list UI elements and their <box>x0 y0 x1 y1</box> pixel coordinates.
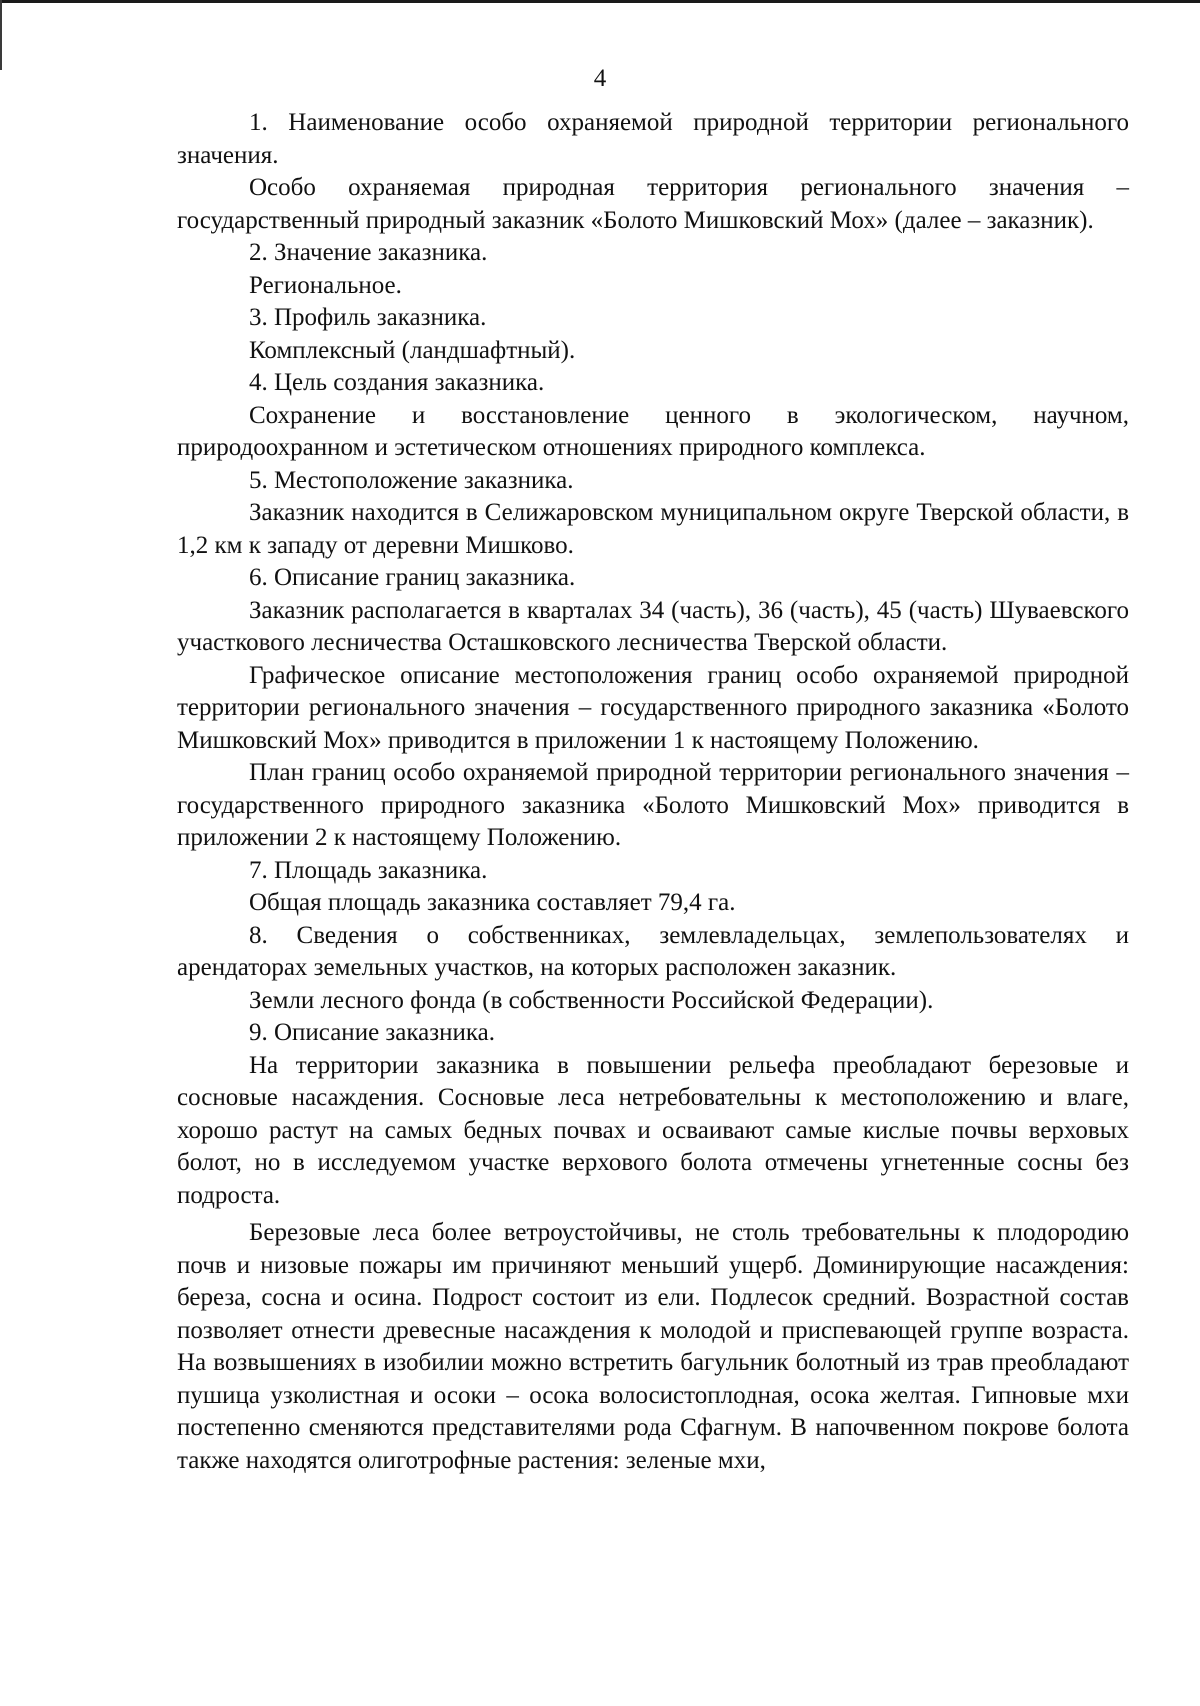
paragraph-section-9-text-2: Березовые леса более ветроустойчивы, не столь требовательны к плодородию почв и низовые пожары им причиняют меньший ущерб. Доминирующие насаждения: береза, сосна и осина. Подрост состоит из ели. Подлесок средний. Возрастной состав позволяет отнести древесные насаждения к молодой и приспевающей группе возраста. На возвышениях в изобилии можно встретить багульник болотный из трав преобладают пушица узколистная и осоки – осока волосистоплодная, осока желтая. Гипновые мхи постепенно сменяются представителями рода Сфагнум. В напочвенном покрове болота также находятся олиготрофные растения: зеленые мхи, <box>177 1219 1129 1474</box>
paragraph-section-6-text: Заказник располагается в кварталах 34 (часть), 36 (часть), 45 (часть) Шуваевского участкового лесничества Осташковского лесничества Тверской области. <box>177 596 1129 656</box>
paragraph-section-1-heading: 1. Наименование особо охраняемой природной территории регионального значения. <box>177 109 1129 169</box>
paragraph-section-9-text-1: На территории заказника в повышении рельефа преобладают березовые и сосновые насаждения. Сосновые леса нетребовательны к местоположению и влаге, хорошо растут на самых бедных почвах и осваивают самые кислые почвы верховых болот, но в исследуемом участке верхового болота отмечены угнетенные сосны без подроста. <box>177 1051 1129 1209</box>
paragraph-section-4-text: Сохранение и восстановление ценного в экологическом, научном, природоохранном и эстетическом отношениях природного комплекса. <box>177 401 1129 461</box>
paragraph-section-5-heading: 5. Местоположение заказника. <box>249 466 574 494</box>
scan-left-border <box>0 0 2 70</box>
paragraph-section-6-boundary-plan: План границ особо охраняемой природной территории регионального значения – государственного природного заказника «Болото Мишковский Мох» приводится в приложении 2 к настоящему Положению. <box>177 759 1129 851</box>
paragraph-section-8-text: Земли лесного фонда (в собственности Российской Федерации). <box>249 986 934 1014</box>
paragraph-section-7-heading: 7. Площадь заказника. <box>249 856 488 884</box>
paragraph-section-3-heading: 3. Профиль заказника. <box>249 304 487 331</box>
paragraph-section-7-text: Общая площадь заказника составляет 79,4 га. <box>249 889 736 916</box>
paragraph-section-6-heading: 6. Описание границ заказника. <box>249 564 576 591</box>
paragraph-section-1-text: Особо охраняемая природная территория регионального значения – государственный природный заказник «Болото Мишковский Мох» (далее – заказник). <box>177 174 1129 234</box>
paragraph-section-9-heading: 9. Описание заказника. <box>249 1019 495 1046</box>
paragraph-section-2-text: Региональное. <box>249 271 402 299</box>
paragraph-section-6-graphic-description: Графическое описание местоположения границ особо охраняемой природной территории регионального значения – государственного природного заказника «Болото Мишковский Мох» приводится в приложении 1 к настоящему Положению. <box>177 661 1129 754</box>
page-number: 4 <box>593 65 607 92</box>
paragraph-section-4-heading: 4. Цель создания заказника. <box>249 369 545 396</box>
document-body <box>177 107 1129 1477</box>
paragraph-section-2-heading: 2. Значение заказника. <box>249 239 488 266</box>
paragraph-section-3-text: Комплексный (ландшафтный). <box>249 336 576 364</box>
paragraph-section-5-text: Заказник находится в Селижаровском муниципальном округе Тверской области, в 1,2 км к западу от деревни Мишково. <box>177 499 1129 559</box>
scan-top-border <box>0 0 1200 3</box>
paragraph-section-8-heading: 8. Сведения о собственниках, землевладельцах, землепользователях и арендаторах земельных участков, на которых расположен заказник. <box>177 921 1129 981</box>
